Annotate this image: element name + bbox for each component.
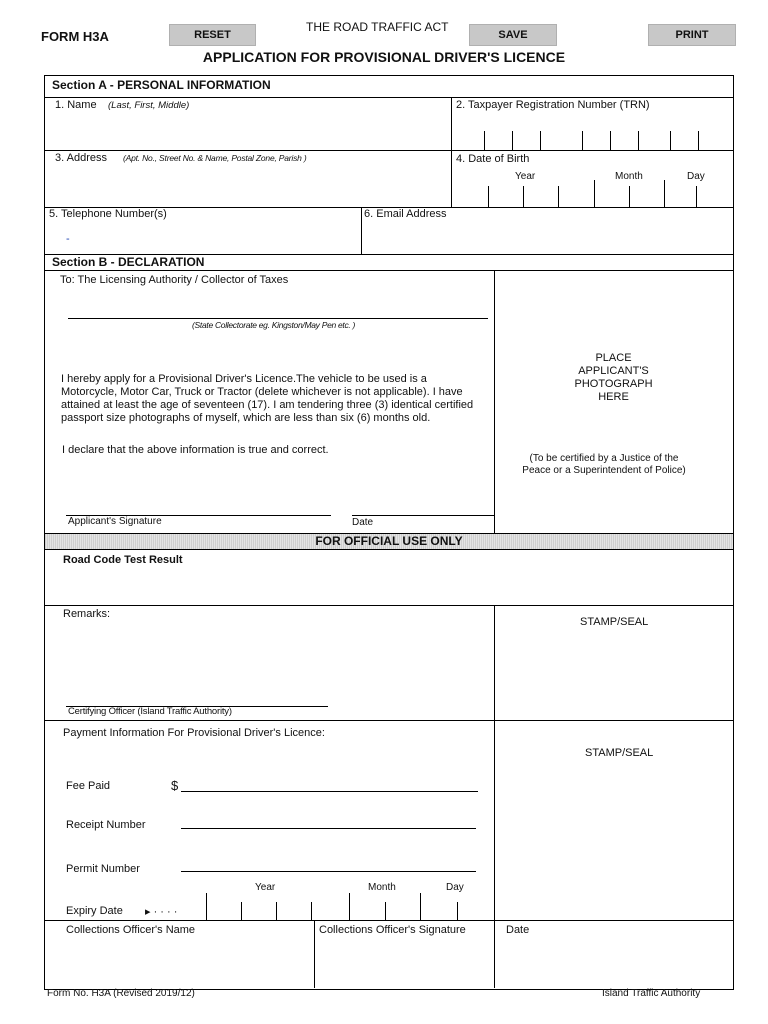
print-button[interactable]: PRINT xyxy=(648,24,736,46)
date-line xyxy=(352,515,494,516)
divider xyxy=(361,208,362,254)
email-input[interactable] xyxy=(366,226,728,250)
dob-box-divider xyxy=(696,186,697,207)
dob-day-label: Day xyxy=(687,171,705,182)
expiry-box-divider xyxy=(311,902,312,920)
collectorate-input[interactable] xyxy=(70,302,486,318)
collectorate-hint: (State Collectorate eg. Kingston/May Pen etc. ) xyxy=(192,320,356,330)
application-statement: I hereby apply for a Provisional Driver's Licence.The vehicle to be used is a Motorcycle, Motor Car, Truck or Tractor (delete whichever is not applicable). I have attained at least the age of seventeen (17). I am tendering three (3) identical certified passport size photographs of myself, which are less than six (6) months old. xyxy=(61,373,474,424)
save-button[interactable]: SAVE xyxy=(469,24,557,46)
dob-year-label: Year xyxy=(515,171,536,182)
remarks-label: Remarks: xyxy=(63,608,111,620)
expiry-label: Expiry Date xyxy=(66,905,123,917)
collections-officer-signature-label: Collections Officer's Signature xyxy=(319,924,466,936)
expiry-box-divider xyxy=(420,893,421,920)
phone-label: 5. Telephone Number(s) xyxy=(49,208,167,220)
trn-box-divider xyxy=(512,131,513,150)
certifying-officer-label: Certifying Officer (Island Traffic Authority) xyxy=(68,706,232,717)
collections-officer-name-label: Collections Officer's Name xyxy=(66,924,196,936)
expiry-box-divider xyxy=(457,902,458,920)
expiry-box-divider xyxy=(385,902,386,920)
section-a-heading: Section A - PERSONAL INFORMATION xyxy=(52,78,271,92)
act-title: THE ROAD TRAFFIC ACT xyxy=(306,20,449,34)
form-number: Form No. H3A (Revised 2019/12) xyxy=(47,988,195,999)
photo-certification-note: (To be certified by a Justice of the Peace or a Superintendent of Police) xyxy=(522,453,686,476)
address-label: 3. Address xyxy=(55,152,107,164)
collections-date-label: Date xyxy=(506,924,530,936)
dob-box-divider xyxy=(594,180,595,207)
trn-box-divider xyxy=(610,131,611,150)
expiry-box-divider xyxy=(241,902,242,920)
trn-box-divider xyxy=(698,131,699,150)
trn-box-divider xyxy=(484,131,485,150)
declaration-statement: I declare that the above information is true and correct. xyxy=(62,444,329,456)
address-hint: (Apt. No., Street No. & Name, Postal Zone, Parish ) xyxy=(123,153,307,163)
divider xyxy=(45,720,733,721)
fee-input[interactable] xyxy=(183,776,477,790)
receipt-label: Receipt Number xyxy=(66,819,146,831)
signature-label: Applicant's Signature xyxy=(68,516,162,527)
divider xyxy=(45,97,733,98)
receipt-line xyxy=(181,828,476,829)
trn-box-divider xyxy=(670,131,671,150)
expiry-month-label: Month xyxy=(368,882,396,893)
address-input[interactable] xyxy=(50,170,448,202)
dob-box-divider xyxy=(664,180,665,207)
divider xyxy=(45,605,733,606)
divider xyxy=(494,605,495,988)
divider xyxy=(45,150,733,151)
divider xyxy=(45,270,733,271)
expiry-date-boxes[interactable] xyxy=(205,893,463,920)
official-use-heading: FOR OFFICIAL USE ONLY xyxy=(315,534,463,548)
expiry-input-marker[interactable]: ▸ · · · · xyxy=(145,906,178,918)
fee-label: Fee Paid xyxy=(66,780,111,792)
photo-placeholder-text: PLACE APPLICANT'S PHOTOGRAPH HERE xyxy=(574,352,653,403)
trn-box-divider xyxy=(540,131,541,150)
road-code-label: Road Code Test Result xyxy=(63,554,183,566)
name-hint: (Last, First, Middle) xyxy=(108,100,190,111)
dob-month-label: Month xyxy=(615,171,643,182)
dob-box-divider xyxy=(558,186,559,207)
to-line: To: The Licensing Authority / Collector of Taxes xyxy=(60,274,289,286)
date-label: Date xyxy=(352,517,374,528)
fee-line xyxy=(181,791,478,792)
dob-box-divider xyxy=(488,186,489,207)
stamp-seal-label: STAMP/SEAL xyxy=(585,747,654,759)
name-input[interactable] xyxy=(50,118,448,146)
trn-label: 2. Taxpayer Registration Number (TRN) xyxy=(456,99,650,111)
section-b-heading: Section B - DECLARATION xyxy=(52,255,205,269)
stamp-seal-label: STAMP/SEAL xyxy=(580,616,649,628)
expiry-box-divider xyxy=(276,902,277,920)
permit-label: Permit Number xyxy=(66,863,140,875)
trn-box-divider xyxy=(638,131,639,150)
collectorate-line xyxy=(68,318,488,319)
dob-boxes[interactable] xyxy=(452,186,732,207)
phone-input[interactable] xyxy=(66,230,346,248)
trn-box-divider xyxy=(582,131,583,150)
dob-box-divider xyxy=(629,186,630,207)
page-title: APPLICATION FOR PROVISIONAL DRIVER'S LICENCE xyxy=(202,49,566,65)
payment-heading: Payment Information For Provisional Driver's Licence: xyxy=(63,727,325,739)
currency-symbol: $ xyxy=(171,778,179,793)
issuing-authority: Island Traffic Authority xyxy=(602,988,701,999)
reset-button[interactable]: RESET xyxy=(169,24,256,46)
name-label: 1. Name xyxy=(55,99,97,111)
expiry-box-divider xyxy=(349,893,350,920)
dob-label: 4. Date of Birth xyxy=(456,153,530,165)
form-id: FORM H3A xyxy=(41,29,109,44)
trn-boxes[interactable] xyxy=(452,131,732,150)
permit-line xyxy=(181,871,476,872)
receipt-input[interactable] xyxy=(183,813,475,827)
expiry-year-label: Year xyxy=(255,882,276,893)
permit-input[interactable] xyxy=(183,856,475,870)
divider xyxy=(314,920,315,988)
expiry-box-divider xyxy=(206,893,207,920)
expiry-day-label: Day xyxy=(446,882,464,893)
divider xyxy=(45,920,733,921)
email-label: 6. Email Address xyxy=(364,208,447,220)
dob-box-divider xyxy=(523,186,524,207)
